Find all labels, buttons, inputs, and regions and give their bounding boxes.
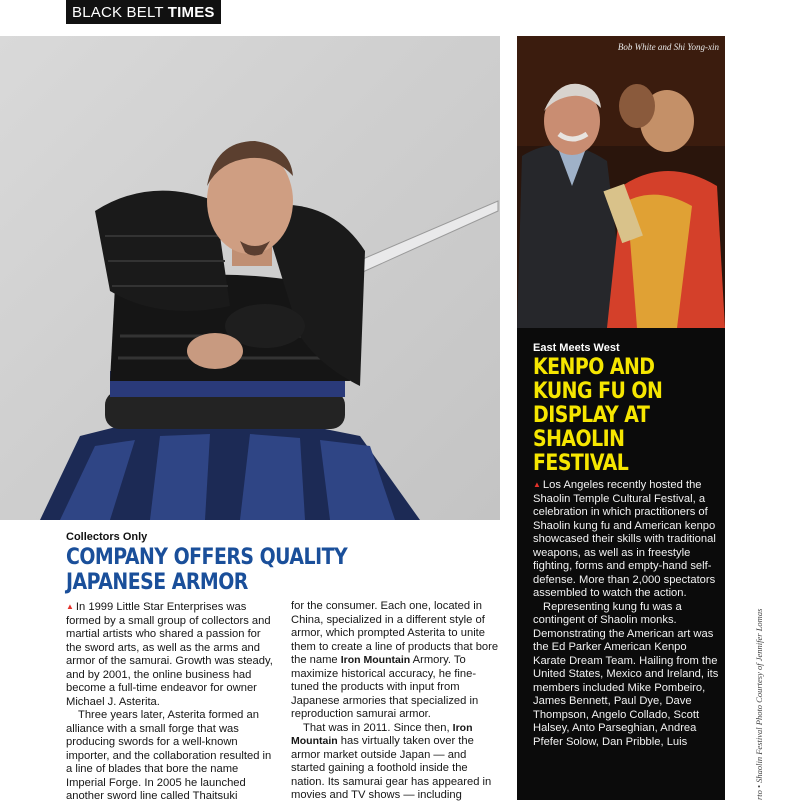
article-headline: COMPANY OFFERS QUALITY JAPANESE ARMOR xyxy=(66,545,348,595)
photo-credit: rto • Shaolin Festival Photo Courtesy of Jennifer Lomas xyxy=(754,608,764,800)
photo-caption: Bob White and Shi Yong-xin xyxy=(617,42,719,52)
article-paragraph-3b: Armory. To maximize historical accuracy, he fine-tuned the products with input from Japanese armories that specialized in reproduction samurai armor. xyxy=(291,654,479,720)
sidebar-paragraph-1: Los Angeles recently hosted the Shaolin Temple Cultural Festival, a celebration in which practitioners of Shaolin kung fu and American kenpo showcased their skills with traditional weapons, as well as in freestyle fighting, forms and empty-hand self-defense. More than 2,000 spectators assembled to watch the action. xyxy=(533,479,716,599)
brand-name-2: Iron Mountain xyxy=(291,721,473,747)
armor-photo-illustration xyxy=(0,36,500,520)
article-paragraph-3a: for the consumer. Each one, located in China, specialized in a different style of armor, which prompted Asterita to unite them to create a line of products that bore the name xyxy=(291,600,499,666)
article-paragraph-2: Three years later, Asterita formed an alliance with a small forge that was producing swords for a well-known importer, and the collaboration resulted in a line of blades that bore the name Imperial Forge. In 2005 he launched another sword line called Thaitsuki xyxy=(66,709,272,802)
masthead-brand: BLACK BELT xyxy=(72,3,164,21)
article-column-1 xyxy=(66,600,278,804)
article-paragraph-4b: has virtually taken over the armor market outside Japan — and started gaining a foothold inside the nation. Its samurai gear has appeared in movies and TV shows — including xyxy=(291,735,492,801)
sidebar-paragraph-2: Representing kung fu was a contingent of Shaolin monks. Demonstrating the American art was the Ed Parker American Kenpo Karate Dream Team. Hailing from the United States, Mexico and Ireland, its members included Mike Pombeiro, James Bennett, Paul Dye, Dave Thompson, Angelo Collado, Scott Halsey, Anto Parseghian, Andrea Pfefer Solow, Dan Pribble, Luis xyxy=(533,600,719,748)
article-paragraph-1: In 1999 Little Star Enterprises was formed by a small group of collectors and martial artists who shared a passion for the sword arts, as well as the arms and armor of the samurai. Growth was steady, and by 2001, the online business had become a full-time endeavor for owner Michael J. Asterita. xyxy=(66,601,273,708)
armor-photo xyxy=(0,36,500,520)
sidebar-kicker: East Meets West xyxy=(533,342,620,354)
festival-photo-illustration xyxy=(517,36,725,328)
brand-name: Iron Mountain xyxy=(340,654,411,666)
festival-photo xyxy=(517,36,725,328)
sidebar-headline: KENPO AND KUNG FU ON DISPLAY AT SHAOLIN FESTIVAL xyxy=(533,355,663,476)
article-paragraph-4a: That was in 2011. Since then, xyxy=(303,721,453,734)
sidebar-body xyxy=(533,478,719,749)
article-column-2 xyxy=(291,600,503,803)
masthead-section: TIMES xyxy=(167,3,215,21)
bullet-triangle-icon: ▲ xyxy=(533,480,541,489)
article-kicker: Collectors Only xyxy=(66,531,148,543)
bullet-triangle-icon: ▲ xyxy=(66,602,74,611)
masthead xyxy=(66,0,221,24)
